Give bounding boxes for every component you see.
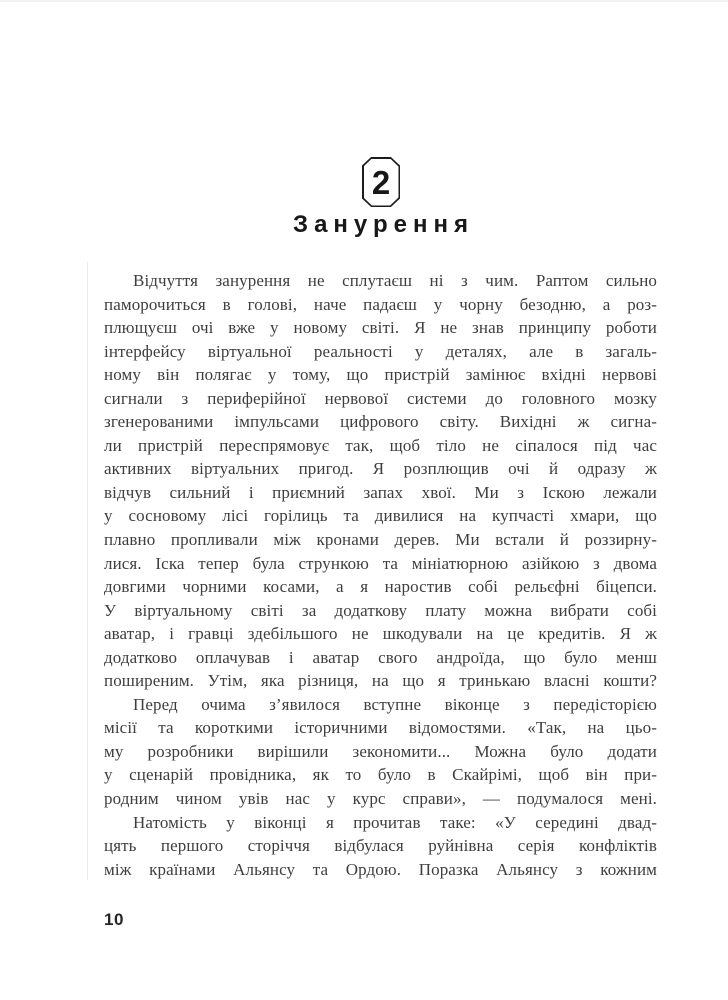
- body-text: [104, 269, 657, 881]
- paragraph: [104, 811, 657, 882]
- text-line: ли пристрій переспрямовує так, щоб тіло не сіпалося під час: [104, 435, 657, 455]
- text-line: У віртуальному світі за додаткову плату можна вибрати собі: [104, 600, 657, 620]
- text-line: паморочиться в голові, наче падаєш у чорну безодню, а роз-: [104, 294, 657, 314]
- text-line: родним чином увів нас у курс справи», — подумалося мені.: [104, 789, 657, 809]
- paragraph: [104, 269, 657, 693]
- chapter-number: 2: [371, 164, 391, 201]
- text-line: між країнами Альянсу та Ордою. Поразка Альянсу з кожним: [104, 859, 657, 879]
- text-line: поширеним. Утім, яка різниця, на що я тринькаю власні кошти?: [104, 671, 657, 691]
- text-line: місії та короткими історичними відомостями. «Так, на цьо-: [104, 718, 657, 738]
- text-line: довгими чорними косами, а я наростив собі рельєфні біцепси.: [104, 577, 657, 597]
- text-line: Перед очима з’явилося вступне віконце з передісторією: [133, 694, 657, 714]
- text-line: плющуєш очі вже у новому світі. Я не знав принципу роботи: [104, 318, 657, 338]
- text-line: сигнали з периферійної нервової системи до головного мозку: [104, 388, 657, 408]
- text-line: інтерфейсу віртуальної реальності у деталях, але в загаль-: [104, 341, 657, 361]
- text-line: активних віртуальних пригод. Я розплющив очі й одразу ж: [104, 459, 657, 479]
- paragraph: [104, 693, 657, 811]
- text-line: у сосновому лісі горілиць та дивилися на купчасті хмари, що: [104, 506, 657, 526]
- text-line: аватар, і гравці здебільшого не шкодували на це кредитів. Я ж: [104, 624, 657, 644]
- text-line: лися. Іска тепер була стрункою та мініатюрною азійкою з двома: [104, 553, 657, 573]
- text-line: му розробники вирішили зекономити... Можна було додати: [104, 741, 657, 761]
- text-line: Натомість у віконці я прочитав таке: «У середині двад-: [133, 812, 657, 832]
- chapter-number-badge: [362, 157, 400, 207]
- text-line: Відчуття занурення не сплутаєш ні з чим. Раптом сильно: [133, 271, 657, 290]
- text-line: плавно пропливали між кронами дерев. Ми встали й роззирну-: [104, 530, 657, 550]
- text-line: цять першого сторіччя відбулася руйнівна серія конфліктів: [104, 836, 657, 856]
- text-line: у сценарій провідника, як то було в Скайрімі, щоб він при-: [104, 765, 657, 785]
- text-line: додатково оплачував і аватар свого андроїда, що було менш: [104, 647, 657, 667]
- text-line: ному він полягає у тому, що пристрій замінює вхідні нервові: [104, 365, 657, 385]
- scan-artifact-line: [87, 262, 88, 880]
- page-number: 10: [104, 910, 124, 929]
- text-line: згенерованими імпульсами цифрового світу. Вихідні ж сигна-: [104, 412, 657, 432]
- text-line: відчув сильний і приємний запах хвої. Ми з Іскою лежали: [104, 482, 657, 502]
- page-top-edge: [0, 0, 728, 2]
- chapter-title: Занурення: [293, 211, 474, 238]
